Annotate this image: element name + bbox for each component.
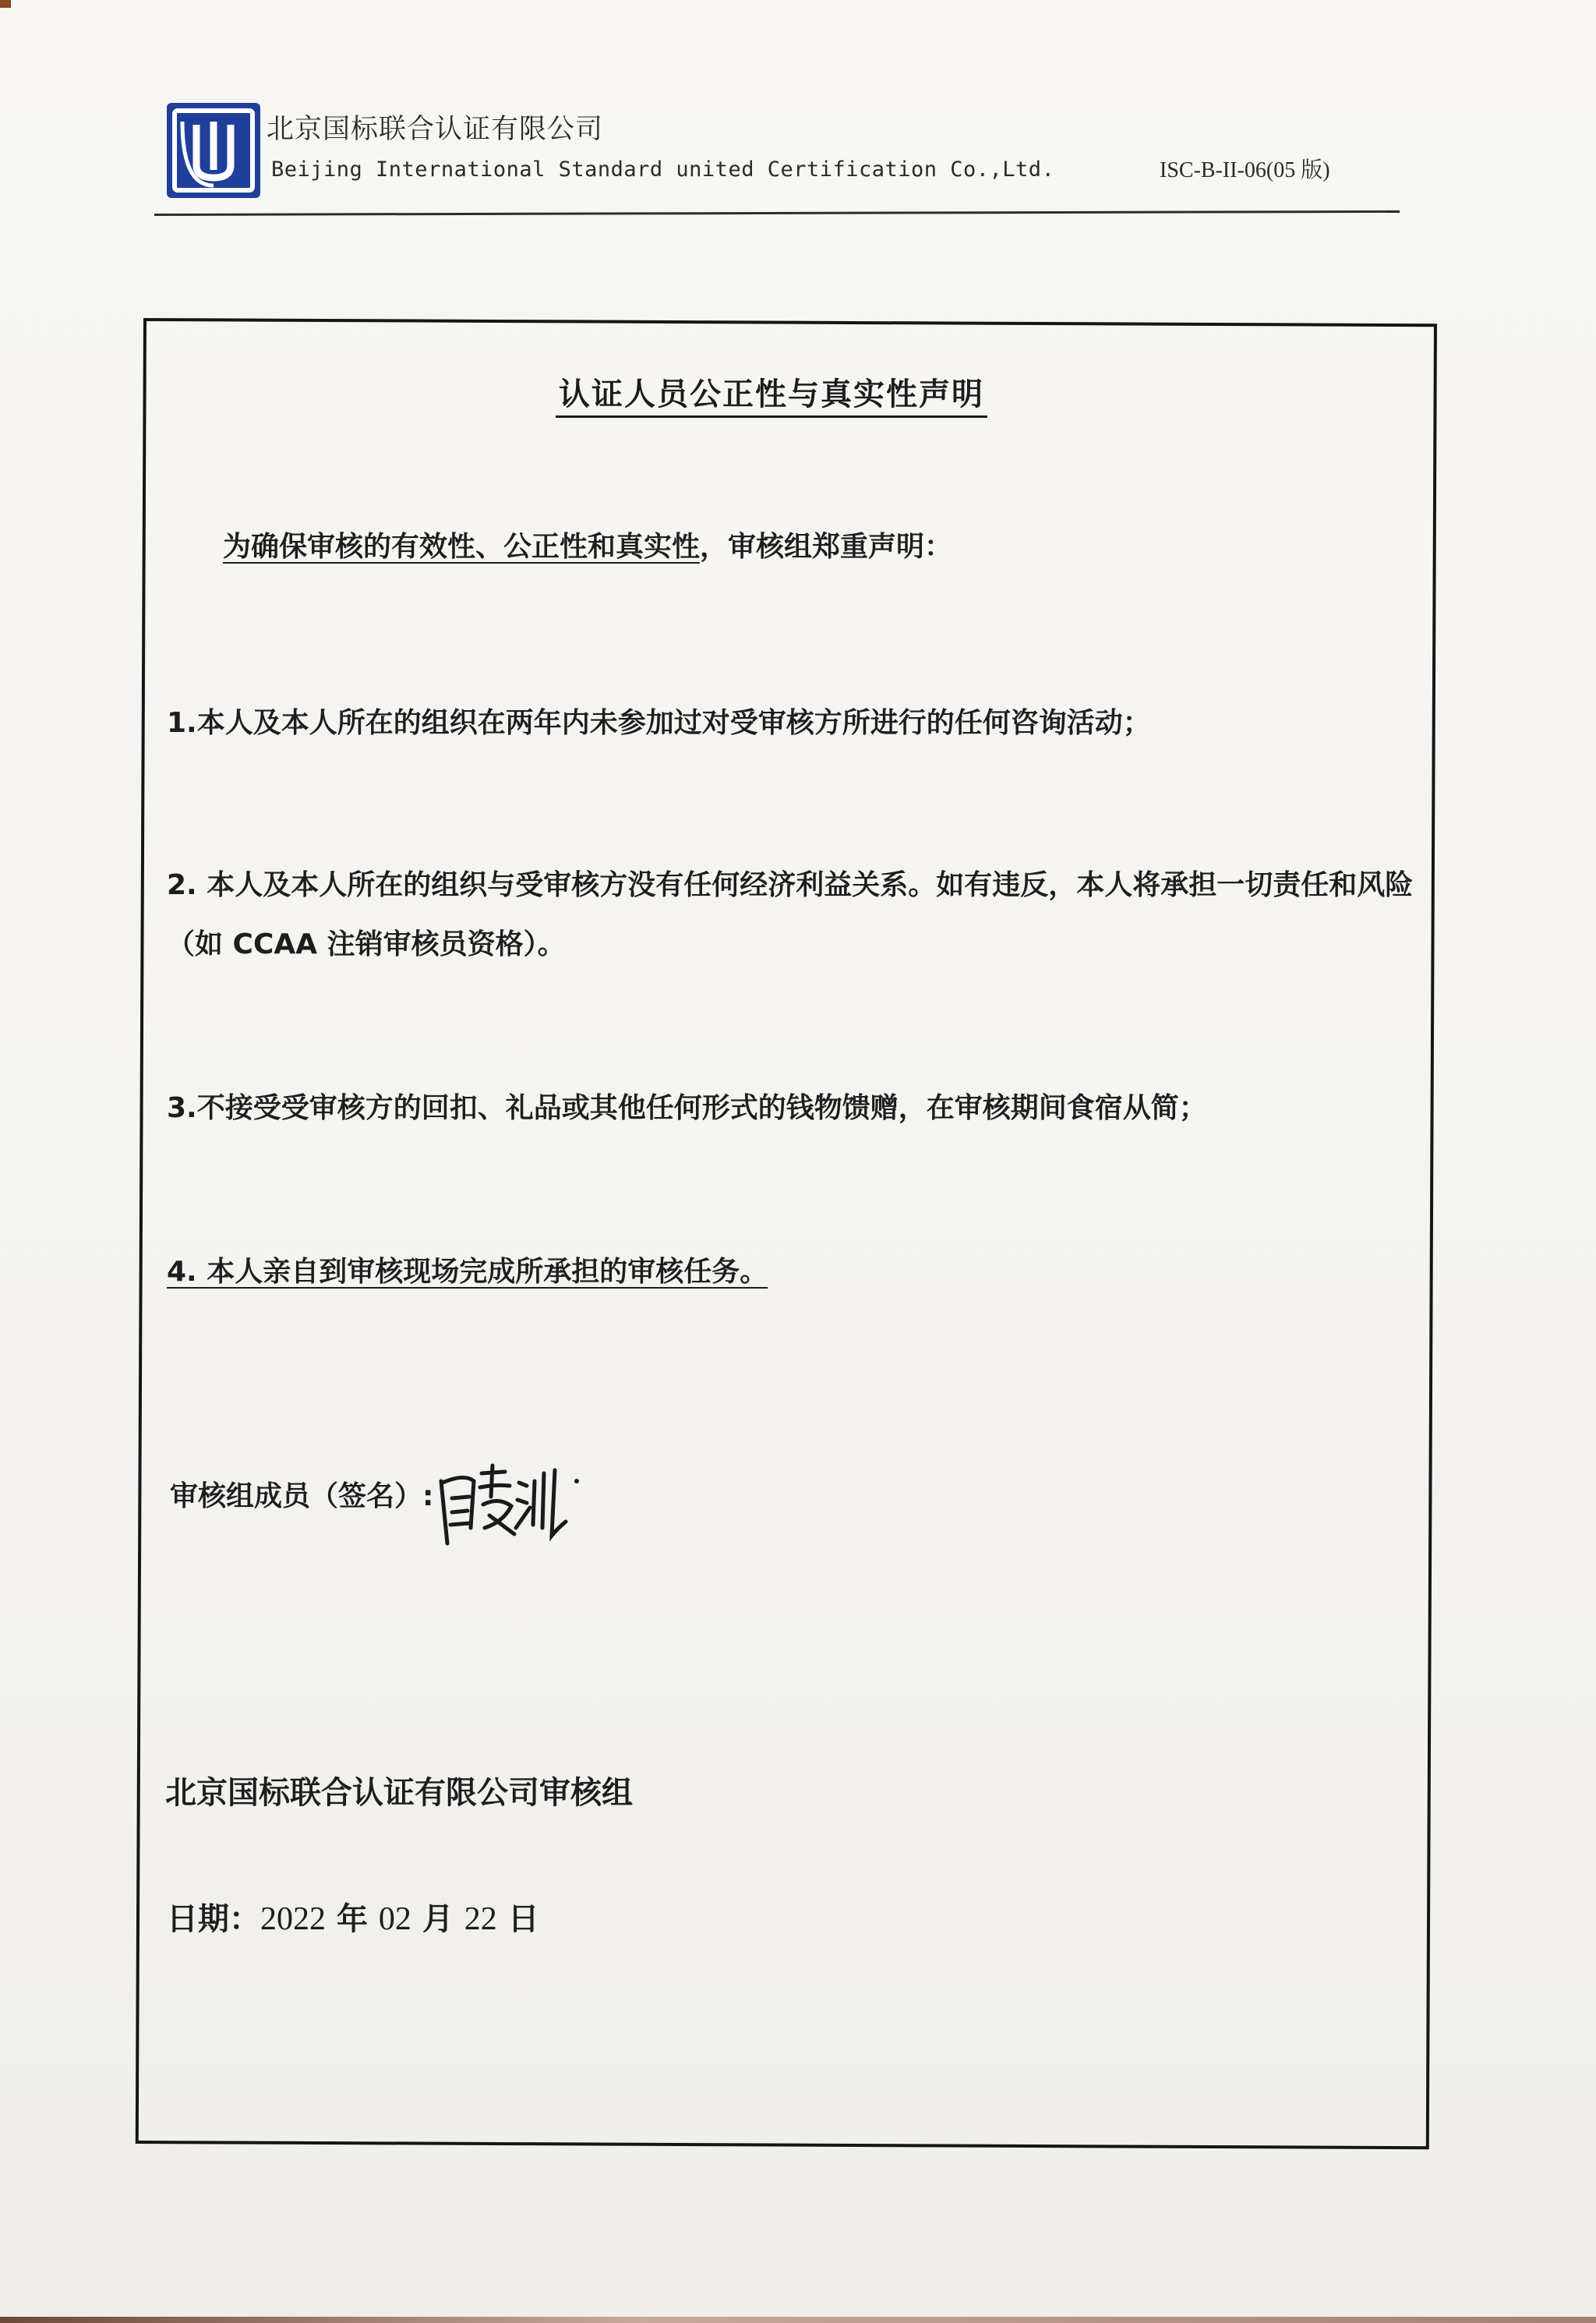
page-title [0, 369, 1543, 414]
date-day: 22 [464, 1901, 497, 1937]
date-year: 2022 [260, 1901, 326, 1937]
declaration-item-3: 3.不接受受审核方的回扣、礼品或其他任何形式的钱物馈赠，在审核期间食宿从简； [167, 1092, 1207, 1124]
scan-edge-bottom [0, 2317, 1596, 2323]
date-day-unit: 日 [507, 1901, 539, 1937]
intro-paragraph [223, 518, 952, 577]
date-month: 02 [378, 1901, 411, 1937]
declaration-item-2: 2. 本人及本人所在的组织与受审核方没有任何经济利益关系。如有违反，本人将承担一切责任和风险（如 CCAA 注销审核员资格）。 [167, 869, 1414, 960]
declaration-date [167, 1890, 539, 1949]
date-label: 日期： [167, 1901, 260, 1937]
date-year-unit: 年 [336, 1901, 368, 1937]
title-text: 认证人员公正性与真实性声明 [556, 377, 987, 418]
declaration-item-4 [167, 1243, 768, 1302]
intro-rest: ，审核组郑重声明： [700, 531, 953, 563]
company-name-cn: 北京国标联合认证有限公司 [267, 114, 604, 145]
intro-underlined: 为确保审核的有效性、公正性和真实性 [223, 531, 701, 563]
signature-label: 审核组成员（签名）: [170, 1480, 434, 1512]
date-month-unit: 月 [422, 1901, 454, 1937]
company-name-en: Beijing International Standard united Certification Co.,Ltd. [271, 157, 1055, 182]
declaration-item-1: 1.本人及本人所在的组织在两年内未参加过对受审核方所进行的任何咨询活动； [167, 707, 1151, 739]
audit-team-organization: 北京国标联合认证有限公司审核组 [165, 1775, 633, 1811]
document-code: ISC-B-II-06(05 版) [1160, 158, 1330, 182]
declaration-item-4-text: 4. 本人亲自到审核现场完成所承担的审核任务。 [167, 1256, 768, 1288]
handwritten-signature [433, 1450, 589, 1559]
